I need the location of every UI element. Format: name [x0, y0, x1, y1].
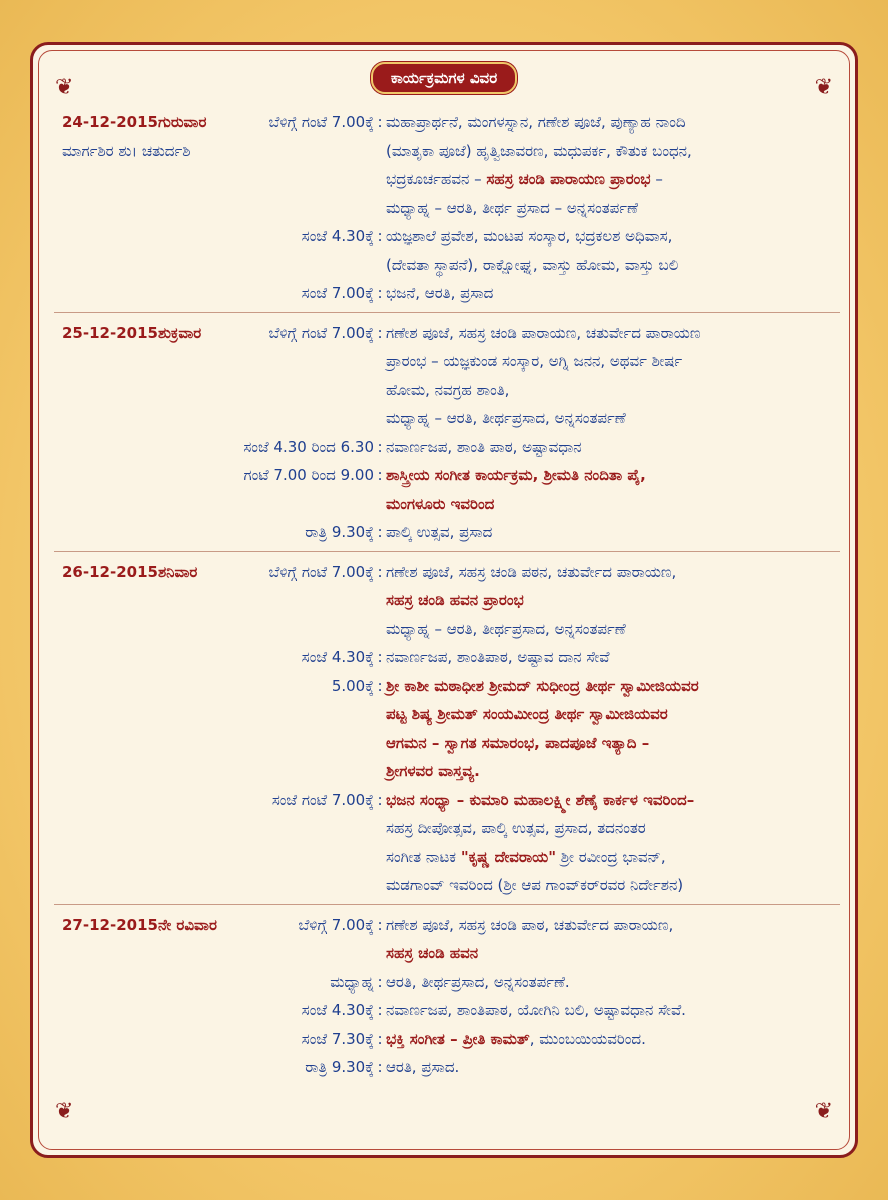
event-text: ಶ್ರೀ ರವೀಂದ್ರ ಭಾವನ್, — [556, 847, 666, 866]
time-cell — [152, 672, 374, 701]
separator-colon: : — [377, 113, 383, 131]
schedule-line — [62, 347, 832, 376]
event-text: ನವಾರ್ಣಜಪ, ಶಾಂತಿ ಪಾಠ, ಅಷ್ಟಾವಧಾನ — [386, 437, 582, 456]
schedule-line — [62, 871, 832, 900]
date-cell — [62, 461, 152, 490]
time-cell — [152, 461, 374, 490]
schedule-line — [62, 490, 832, 519]
separator-colon: : — [377, 523, 383, 541]
event-description — [386, 347, 832, 376]
schedule-line — [62, 376, 832, 405]
separator-colon — [374, 376, 386, 405]
event-description — [386, 672, 832, 701]
date-cell — [62, 433, 152, 462]
day-divider — [54, 904, 840, 905]
event-description — [386, 490, 832, 519]
separator-colon: : — [377, 1001, 383, 1019]
schedule-line — [62, 843, 832, 872]
schedule-line — [62, 757, 832, 786]
separator-colon: : — [377, 227, 383, 245]
event-description — [386, 222, 832, 251]
separator-colon — [374, 757, 386, 786]
title-area — [0, 62, 888, 94]
event-description — [386, 279, 832, 308]
separator-colon — [374, 939, 386, 968]
time-label: 5.00ಕ್ಕೆ — [331, 676, 374, 695]
event-description — [386, 786, 832, 815]
event-text: ಗಣೇಶ ಪೂಜೆ, ಸಹಸ್ರ ಚಂಡಿ ಪಠನ, ಚತುರ್ವೇದ ಪಾರಾಯಣ, — [386, 562, 677, 581]
time-cell — [152, 939, 374, 968]
date-cell — [62, 404, 152, 433]
date-cell — [62, 643, 152, 672]
event-text: ಸಹಸ್ರ ದೀಪೋತ್ಸವ, ಪಾಲ್ಕಿ ಉತ್ಸವ, ಪ್ರಸಾದ, ತದನಂತರ — [386, 819, 646, 837]
event-text: ಪಾಲ್ಕಿ ಉತ್ಸವ, ಪ್ರಸಾದ — [386, 523, 493, 541]
separator-colon — [374, 814, 386, 843]
separator-colon — [374, 137, 386, 166]
separator-colon — [374, 490, 386, 519]
time-cell — [152, 968, 374, 997]
time-cell — [152, 518, 374, 547]
event-text: ಹೋಮ, ನವಗ್ರಹ ಶಾಂತಿ, — [386, 380, 510, 399]
event-description — [386, 911, 832, 940]
event-description — [386, 843, 832, 872]
schedule — [62, 108, 832, 1082]
time-cell — [152, 786, 374, 815]
time-cell — [152, 643, 374, 672]
time-cell — [152, 433, 374, 462]
schedule-line — [62, 558, 832, 587]
event-description — [386, 700, 832, 729]
event-text: ಗಣೇಶ ಪೂಜೆ, ಸಹಸ್ರ ಚಂಡಿ ಪಾಠ, ಚತುರ್ವೇದ ಪಾರಾಯಣ, — [386, 915, 674, 934]
time-cell — [152, 490, 374, 519]
event-text: ಭದ್ರಕೂರ್ಚಹವನ – — [386, 170, 487, 188]
corner-ornament-icon: ❦ — [55, 1099, 74, 1124]
event-description — [386, 643, 832, 672]
separator-colon — [374, 347, 386, 376]
event-description — [386, 1025, 832, 1054]
event-text: ಮಧ್ಯಾಹ್ನ – ಆರತಿ, ತೀರ್ಥಪ್ರಸಾದ, ಅನ್ನಸಂತರ್ಪಣೆ — [386, 619, 626, 638]
separator-colon — [374, 843, 386, 872]
date-cell — [62, 786, 152, 815]
separator-colon — [374, 615, 386, 644]
event-description — [386, 558, 832, 587]
time-cell — [152, 404, 374, 433]
separator-colon: : — [377, 323, 383, 342]
schedule-line — [62, 672, 832, 701]
date-cell — [62, 939, 152, 968]
date-cell — [62, 194, 152, 223]
event-text: ಮಹಾಪ್ರಾರ್ಥನೆ, ಮಂಗಳಸ್ನಾನ, ಗಣೇಶ ಪೂಜೆ, ಪುಣ್ಯಾಹ ನಾಂದಿ — [386, 113, 686, 131]
time-cell — [152, 757, 374, 786]
date-cell — [62, 558, 198, 587]
event-description — [386, 586, 832, 615]
time-cell — [152, 996, 374, 1025]
schedule-line — [62, 643, 832, 672]
schedule-line — [62, 279, 832, 308]
separator-colon: : — [377, 1029, 383, 1048]
date-cell — [62, 319, 202, 348]
day-date: 27-12-2015ನೇ ರವಿವಾರ — [62, 915, 217, 934]
time-cell — [152, 137, 374, 166]
time-label: ಸಂಜೆ 4.30ಕ್ಕೆ — [301, 1001, 374, 1019]
schedule-line — [62, 194, 832, 223]
time-cell — [152, 729, 374, 758]
day-date: 25-12-2015ಶುಕ್ರವಾರ — [62, 323, 202, 342]
event-text: , ಮುಂಬಯಿಯವರಿಂದ. — [529, 1029, 646, 1048]
time-cell — [152, 279, 374, 308]
time-cell — [152, 108, 374, 137]
schedule-line — [62, 518, 832, 547]
day-block — [62, 558, 832, 900]
schedule-line — [62, 1053, 832, 1082]
event-description — [386, 968, 832, 997]
highlight-text: ಸಹಸ್ರ ಚಂಡಿ ಹವನ — [386, 944, 479, 962]
highlight-text: ಮಂಗಳೂರು ಇವರಿಂದ — [386, 494, 495, 513]
separator-colon — [374, 700, 386, 729]
time-cell — [152, 586, 374, 615]
time-cell — [152, 814, 374, 843]
event-text: ಮಧ್ಯಾಹ್ನ – ಆರತಿ, ತೀರ್ಥಪ್ರಸಾದ, ಅನ್ನಸಂತರ್ಪಣೆ — [386, 409, 626, 427]
event-description — [386, 518, 832, 547]
event-description — [386, 404, 832, 433]
separator-colon — [374, 404, 386, 433]
separator-colon: : — [377, 676, 383, 695]
schedule-line — [62, 461, 832, 490]
event-text: ಸಂಗೀತ ನಾಟಕ — [386, 847, 461, 866]
time-cell — [152, 347, 374, 376]
event-description — [386, 137, 832, 166]
date-cell — [62, 757, 152, 786]
highlight-text: ಶ್ರೀ ಕಾಶೀ ಮಠಾಧೀಶ ಶ್ರೀಮದ್ ಸುಧೀಂದ್ರ ತೀರ್ಥ ಸ್ವಾಮೀಜಿಯವರ — [386, 676, 699, 695]
schedule-line — [62, 251, 832, 280]
schedule-line — [62, 319, 832, 348]
time-label: ಗಂಟೆ 7.00 ರಿಂದ 9.00 — [243, 466, 374, 484]
date-cell — [62, 911, 217, 940]
date-cell — [62, 615, 152, 644]
time-label: ಮಧ್ಯಾಹ್ನ — [330, 972, 374, 991]
highlight-text: ಶಾಸ್ತ್ರೀಯ ಸಂಗೀತ ಕಾರ್ಯಕ್ರಮ, ಶ್ರೀಮತಿ ನಂದಿತಾ ಪೈ, — [386, 466, 646, 484]
event-text: ನವಾರ್ಣಜಪ, ಶಾಂತಿಪಾಠ, ಯೋಗಿನಿ ಬಲಿ, ಅಷ್ಟಾವಧಾನ ಸೇವೆ. — [386, 1001, 686, 1019]
highlight-text: ಸಹಸ್ರ ಚಂಡಿ ಹವನ ಪ್ರಾರಂಭ — [386, 591, 524, 609]
day-date: 26-12-2015ಶನಿವಾರ — [62, 562, 198, 581]
schedule-line — [62, 968, 832, 997]
separator-colon: : — [377, 437, 383, 456]
event-text: ಪ್ರಾರಂಭ – ಯಜ್ಞಕುಂಡ ಸಂಸ್ಕಾರ, ಅಗ್ನಿ ಜನನ, ಅಥರ್ವ ಶೀರ್ಷ — [386, 352, 683, 370]
schedule-line — [62, 911, 832, 940]
date-cell — [62, 347, 152, 376]
highlight-text: ಭಕ್ತಿ ಸಂಗೀತ – ಪ್ರೀತಿ ಕಾಮತ್ — [386, 1029, 530, 1048]
date-cell — [62, 843, 152, 872]
date-cell — [62, 518, 152, 547]
schedule-line — [62, 222, 832, 251]
event-text: – — [650, 170, 663, 188]
time-cell — [152, 376, 374, 405]
time-cell — [152, 615, 374, 644]
time-cell — [152, 1053, 374, 1082]
event-text: ಮಡಗಾಂವ್ ಇವರಿಂದ (ಶ್ರೀ ಆಪ ಗಾಂವ್‌ಕರ್‌ರವರ ನಿರ್ದೇಶನ) — [386, 876, 684, 894]
separator-colon: : — [377, 915, 383, 934]
time-label: ಬೆಳಿಗ್ಗೆ 7.00ಕ್ಕೆ — [298, 915, 374, 934]
schedule-line — [62, 814, 832, 843]
time-label: ಸಂಜೆ 4.30ಕ್ಕೆ — [301, 648, 374, 666]
date-cell — [62, 137, 191, 166]
schedule-line — [62, 1025, 832, 1054]
day-block — [62, 911, 832, 1082]
date-cell — [62, 586, 152, 615]
event-text: (ಮಾತೃಕಾ ಪೂಜೆ) ಹೃತ್ವಿಜಾವರಣ, ಮಧುಪರ್ಕ, ಕೌತುಕ ಬಂಧನ, — [386, 141, 692, 160]
event-text: ಯಜ್ಞಶಾಲೆ ಪ್ರವೇಶ, ಮಂಟಪ ಸಂಸ್ಕಾರ, ಭದ್ರಕಲಶ ಅಧಿವಾಸ, — [386, 227, 673, 245]
separator-colon — [374, 165, 386, 194]
date-cell — [62, 871, 152, 900]
corner-ornament-icon: ❦ — [55, 75, 74, 100]
day-divider — [54, 312, 840, 313]
schedule-line — [62, 137, 832, 166]
time-label: ರಾತ್ರಿ 9.30ಕ್ಕೆ — [305, 1058, 374, 1076]
event-description — [386, 319, 832, 348]
schedule-line — [62, 165, 832, 194]
date-cell — [62, 222, 152, 251]
event-description — [386, 165, 832, 194]
separator-colon: : — [377, 1058, 383, 1076]
time-cell — [152, 558, 374, 587]
separator-colon: : — [377, 972, 383, 991]
event-text: ಭಜನೆ, ಆರತಿ, ಪ್ರಸಾದ — [386, 284, 494, 302]
day-date: 24-12-2015ಗುರುವಾರ — [62, 113, 207, 131]
day-subtitle: ಮಾರ್ಗಶಿರ ಶು। ಚತುರ್ದಶಿ — [62, 141, 191, 160]
separator-colon: : — [377, 790, 383, 809]
schedule-line — [62, 729, 832, 758]
time-label: ರಾತ್ರಿ 9.30ಕ್ಕೆ — [305, 523, 374, 541]
date-cell — [62, 672, 152, 701]
event-description — [386, 939, 832, 968]
date-cell — [62, 1053, 152, 1082]
time-label: ಸಂಜೆ ಗಂಟೆ 7.00ಕ್ಕೆ — [271, 790, 374, 809]
event-description — [386, 729, 832, 758]
date-cell — [62, 996, 152, 1025]
event-text: ಗಣೇಶ ಪೂಜೆ, ಸಹಸ್ರ ಚಂಡಿ ಪಾರಾಯಣ, ಚತುರ್ವೇದ ಪಾರಾಯಣ — [386, 323, 701, 342]
time-cell — [152, 911, 374, 940]
event-description — [386, 461, 832, 490]
time-cell — [152, 222, 374, 251]
highlight-text: ಭಜನ ಸಂಧ್ಯಾ – ಕುಮಾರಿ ಮಹಾಲಕ್ಷ್ಮೀ ಶೆಣೈ ಕಾರ್ಕಳ ಇವರಿಂದ– — [386, 790, 695, 809]
page-title: ಕಾರ್ಯಕ್ರಮಗಳ ವಿವರ — [371, 62, 517, 94]
highlight-text: "ಕೃಷ್ಣ ದೇವರಾಯ" — [460, 847, 557, 866]
event-text: ಆರತಿ, ತೀರ್ಥಪ್ರಸಾದ, ಅನ್ನಸಂತರ್ಪಣೆ. — [386, 972, 570, 991]
event-description — [386, 376, 832, 405]
separator-colon: : — [377, 466, 383, 484]
event-description — [386, 108, 832, 137]
date-cell — [62, 279, 152, 308]
separator-colon: : — [377, 562, 383, 581]
time-cell — [152, 871, 374, 900]
corner-ornament-icon: ❦ — [814, 75, 833, 100]
schedule-line — [62, 786, 832, 815]
time-label: ಸಂಜೆ 4.30ಕ್ಕೆ — [301, 227, 374, 245]
highlight-text: ಸಹಸ್ರ ಚಂಡಿ ಪಾರಾಯಣ ಪ್ರಾರಂಭ — [486, 170, 651, 188]
separator-colon: : — [377, 284, 383, 302]
event-description — [386, 996, 832, 1025]
event-description — [386, 433, 832, 462]
schedule-line — [62, 996, 832, 1025]
event-description — [386, 194, 832, 223]
schedule-line — [62, 108, 832, 137]
time-label: ಸಂಜೆ 7.30ಕ್ಕೆ — [301, 1029, 374, 1048]
date-cell — [62, 490, 152, 519]
date-cell — [62, 814, 152, 843]
schedule-line — [62, 700, 832, 729]
time-label: ಸಂಜೆ 7.00ಕ್ಕೆ — [301, 284, 374, 302]
separator-colon — [374, 251, 386, 280]
event-text: (ದೇವತಾ ಸ್ಥಾಪನೆ), ರಾಕ್ಷೋಘ್ನ, ವಾಸ್ತು ಹೋಮ, ವಾಸ್ತು ಬಲಿ — [386, 255, 679, 274]
event-text: ನವಾರ್ಣಜಪ, ಶಾಂತಿಪಾಠ, ಅಷ್ಟಾವ ದಾನ ಸೇವೆ — [386, 648, 610, 666]
separator-colon — [374, 194, 386, 223]
schedule-line — [62, 939, 832, 968]
schedule-line — [62, 433, 832, 462]
event-description — [386, 251, 832, 280]
event-text: ಮಧ್ಯಾಹ್ನ – ಆರತಿ, ತೀರ್ಥ ಪ್ರಸಾದ – ಅನ್ನಸಂತರ್ಪಣೆ — [386, 198, 638, 217]
time-cell — [152, 165, 374, 194]
event-description — [386, 814, 832, 843]
separator-colon — [374, 871, 386, 900]
time-label: ಬೆಳಿಗ್ಗೆ ಗಂಟೆ 7.00ಕ್ಕೆ — [268, 113, 374, 131]
time-label: ಸಂಜೆ 4.30 ರಿಂದ 6.30 — [243, 437, 374, 456]
time-cell — [152, 319, 374, 348]
date-cell — [62, 251, 152, 280]
highlight-text: ಪಟ್ಟ ಶಿಷ್ಯ ಶ್ರೀಮತ್ ಸಂಯಮೀಂದ್ರ ತೀರ್ಥ ಸ್ವಾಮೀಜಿಯವರ — [386, 705, 668, 723]
schedule-line — [62, 615, 832, 644]
day-block — [62, 319, 832, 547]
time-cell — [152, 700, 374, 729]
date-cell — [62, 108, 207, 137]
event-description — [386, 757, 832, 786]
separator-colon — [374, 729, 386, 758]
event-description — [386, 1053, 832, 1082]
date-cell — [62, 968, 152, 997]
date-cell — [62, 700, 152, 729]
time-label: ಬೆಳಿಗ್ಗೆ ಗಂಟೆ 7.00ಕ್ಕೆ — [268, 562, 374, 581]
date-cell — [62, 1025, 152, 1054]
date-cell — [62, 165, 152, 194]
highlight-text: ಶ್ರೀಗಳವರ ವಾಸ್ತವ್ಯ. — [386, 762, 480, 780]
highlight-text: ಆಗಮನ – ಸ್ವಾಗತ ಸಮಾರಂಭ, ಪಾದಪೂಜೆ ಇತ್ಯಾದಿ – — [386, 733, 650, 752]
schedule-line — [62, 586, 832, 615]
day-divider — [54, 551, 840, 552]
event-description — [386, 615, 832, 644]
time-cell — [152, 194, 374, 223]
event-description — [386, 871, 832, 900]
time-cell — [152, 251, 374, 280]
date-cell — [62, 729, 152, 758]
corner-ornament-icon: ❦ — [814, 1099, 833, 1124]
separator-colon: : — [377, 648, 383, 666]
date-cell — [62, 376, 152, 405]
schedule-line — [62, 404, 832, 433]
event-text: ಆರತಿ, ಪ್ರಸಾದ. — [386, 1058, 460, 1076]
separator-colon — [374, 586, 386, 615]
time-cell — [152, 843, 374, 872]
day-block — [62, 108, 832, 308]
time-cell — [152, 1025, 374, 1054]
time-label: ಬೆಳಿಗ್ಗೆ ಗಂಟೆ 7.00ಕ್ಕೆ — [268, 323, 374, 342]
